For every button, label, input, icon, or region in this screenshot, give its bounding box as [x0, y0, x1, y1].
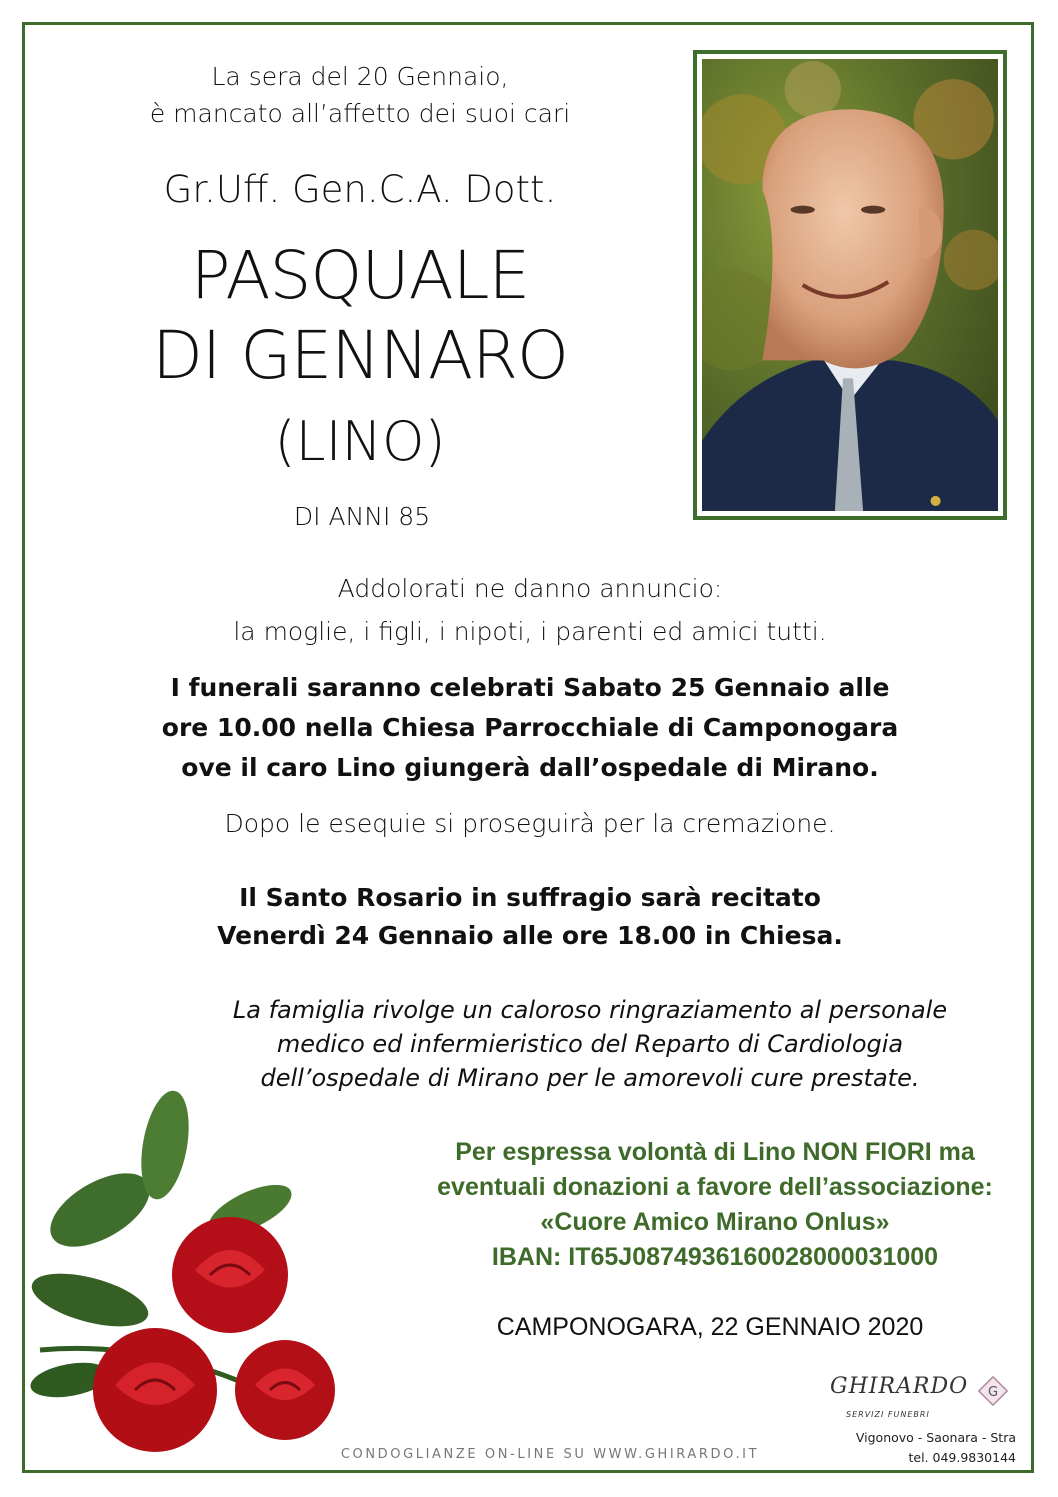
funeral-line-3: ove il caro Lino giungerà dall’ospedale di Mirano.: [181, 753, 879, 782]
deceased-name: [80, 236, 640, 396]
honorific-titles: Gr.Uff. Gen.C.A. Dott.: [163, 168, 557, 211]
iban-line: IBAN: IT65J0874936160028000031000: [491, 1243, 939, 1271]
portrait-photo: [702, 59, 998, 511]
donation-line-3: «Cuore Amico Mirano Onlus»: [540, 1208, 890, 1236]
announcement: [130, 567, 930, 653]
rosary-line-1: Il Santo Rosario in suffragio sarà recitato: [239, 883, 821, 912]
logo-subtitle: SERVIZI FUNEBRI: [846, 1410, 930, 1419]
logo-name: GHIRARDO: [830, 1374, 969, 1399]
thanks-line-1: La famiglia rivolge un caloroso ringraziamento al personale: [232, 996, 948, 1024]
intro-line-2: è mancato all’affetto dei suoi cari: [149, 99, 571, 128]
announcement-line-2: la moglie, i figli, i nipoti, i parenti ed amici tutti.: [233, 617, 827, 646]
donation-line-1: Per espressa volontà di Lino NON FIORI ma: [455, 1138, 975, 1166]
thanks-note: [200, 993, 980, 1095]
condolences-url[interactable]: CONDOGLIANZE ON-LINE SU WWW.GHIRARDO.IT: [340, 1447, 760, 1462]
logo-phone[interactable]: tel. 049.9830144: [908, 1450, 1016, 1465]
intro-text: [100, 58, 620, 132]
nickname: (LINO): [274, 410, 446, 473]
funeral-home-logo: [830, 1374, 1030, 1474]
rosary-details: [100, 879, 960, 955]
thanks-line-3: dell’ospedale di Mirano per le amorevoli cure prestate.: [260, 1064, 920, 1092]
first-name: PASQUALE: [190, 237, 530, 314]
place-and-date: CAMPONOGARA, 22 GENNAIO 2020: [496, 1313, 924, 1341]
portrait-frame: [693, 50, 1007, 520]
diamond-g-icon: [978, 1376, 1008, 1406]
intro-line-1: La sera del 20 Gennaio,: [211, 62, 509, 91]
funeral-details: [60, 668, 1000, 788]
logo-mark-letter: G: [987, 1385, 999, 1400]
donation-line-2: eventuali donazioni a favore dell’associazione:: [437, 1173, 993, 1201]
red-roses-image: [30, 1090, 360, 1470]
logo-locations: Vigonovo - Saonara - Stra: [855, 1430, 1016, 1445]
last-name: DI GENNARO: [152, 317, 568, 394]
funeral-line-1: I funerali saranno celebrati Sabato 25 Gennaio alle: [170, 673, 890, 702]
donation-request: [400, 1135, 1030, 1275]
announcement-line-1: Addolorati ne danno annuncio:: [337, 574, 723, 603]
age-label: DI ANNI 85: [293, 502, 431, 531]
funeral-line-2: ore 10.00 nella Chiesa Parrocchiale di Camponogara: [161, 713, 899, 742]
cremation-note: Dopo le esequie si proseguirà per la cremazione.: [224, 809, 836, 838]
rosary-line-2: Venerdì 24 Gennaio alle ore 18.00 in Chiesa.: [217, 921, 843, 950]
thanks-line-2: medico ed infermieristico del Reparto di Cardiologia: [276, 1030, 904, 1058]
